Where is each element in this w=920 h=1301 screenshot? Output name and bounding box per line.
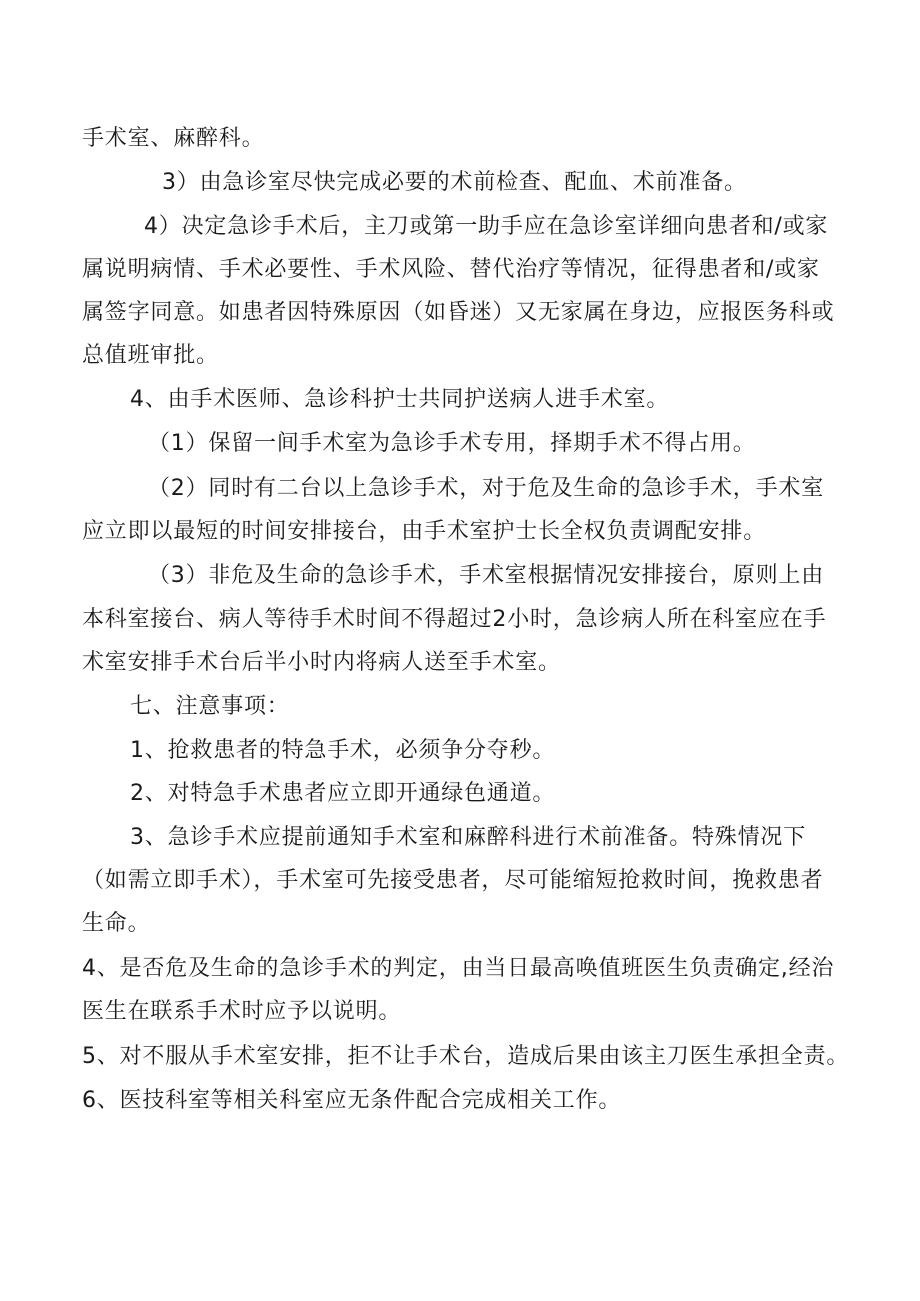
text-line: 6、医技科室等相关科室应无条件配合完成相关工作。 <box>82 1088 622 1113</box>
text-line: 1、抢救患者的特急手术，必须争分夺秒。 <box>130 738 556 763</box>
text-line: 属说明病情、手术必要性、手术风险、替代治疗等情况，征得患者和/或家 <box>82 257 820 282</box>
text-line: 3）由急诊室尽快完成必要的术前检查、配血、术前准备。 <box>162 170 747 195</box>
section-heading: 七、注意事项： <box>130 694 290 719</box>
text-line: 医生在联系手术时应予以说明。 <box>82 999 402 1024</box>
text-line: 应立即以最短的时间安排接台，由手术室护士长全权负责调配安排。 <box>82 519 767 544</box>
text-line: （如需立即手术），手术室可先接受患者，尽可能缩短抢救时间，挽救患者 <box>82 868 824 893</box>
text-line: 5、对不服从手术室安排，拒不让手术台，造成后果由该主刀医生承担全责。 <box>82 1044 850 1069</box>
text-line: 4）决定急诊手术后，主刀或第一助手应在急诊室详细向患者和/或家 <box>144 214 829 239</box>
text-line: 4、是否危及生命的急诊手术的判定，由当日最高唤值班医生负责确定,经治 <box>82 956 835 981</box>
text-line: 本科室接台、病人等待手术时间不得超过2小时，急诊病人所在科室应在手 <box>82 607 827 632</box>
text-line: 属签字同意。如患者因特殊原因（如昏迷）又无家属在身边，应报医务科或 <box>82 300 835 325</box>
text-line: （1）保留一间手术室为急诊手术专用，择期手术不得占用。 <box>148 431 756 456</box>
text-line: 2、对特急手术患者应立即开通绿色通道。 <box>130 781 556 806</box>
text-line: （3）非危及生命的急诊手术，手术室根据情况安排接台，原则上由 <box>148 563 824 588</box>
text-line: （2）同时有二台以上急诊手术，对于危及生命的急诊手术，手术室 <box>148 476 824 501</box>
text-line: 术室安排手术台后半小时内将病人送至手术室。 <box>82 650 561 675</box>
text-line: 手术室、麻醉科。 <box>82 126 265 151</box>
text-line: 生命。 <box>82 911 151 936</box>
text-line: 3、急诊手术应提前通知手术室和麻醉科进行术前准备。特殊情况下 <box>130 825 806 850</box>
text-line: 总值班审批。 <box>82 343 219 368</box>
text-line: 4、由手术医师、急诊科护士共同护送病人进手术室。 <box>130 387 670 412</box>
